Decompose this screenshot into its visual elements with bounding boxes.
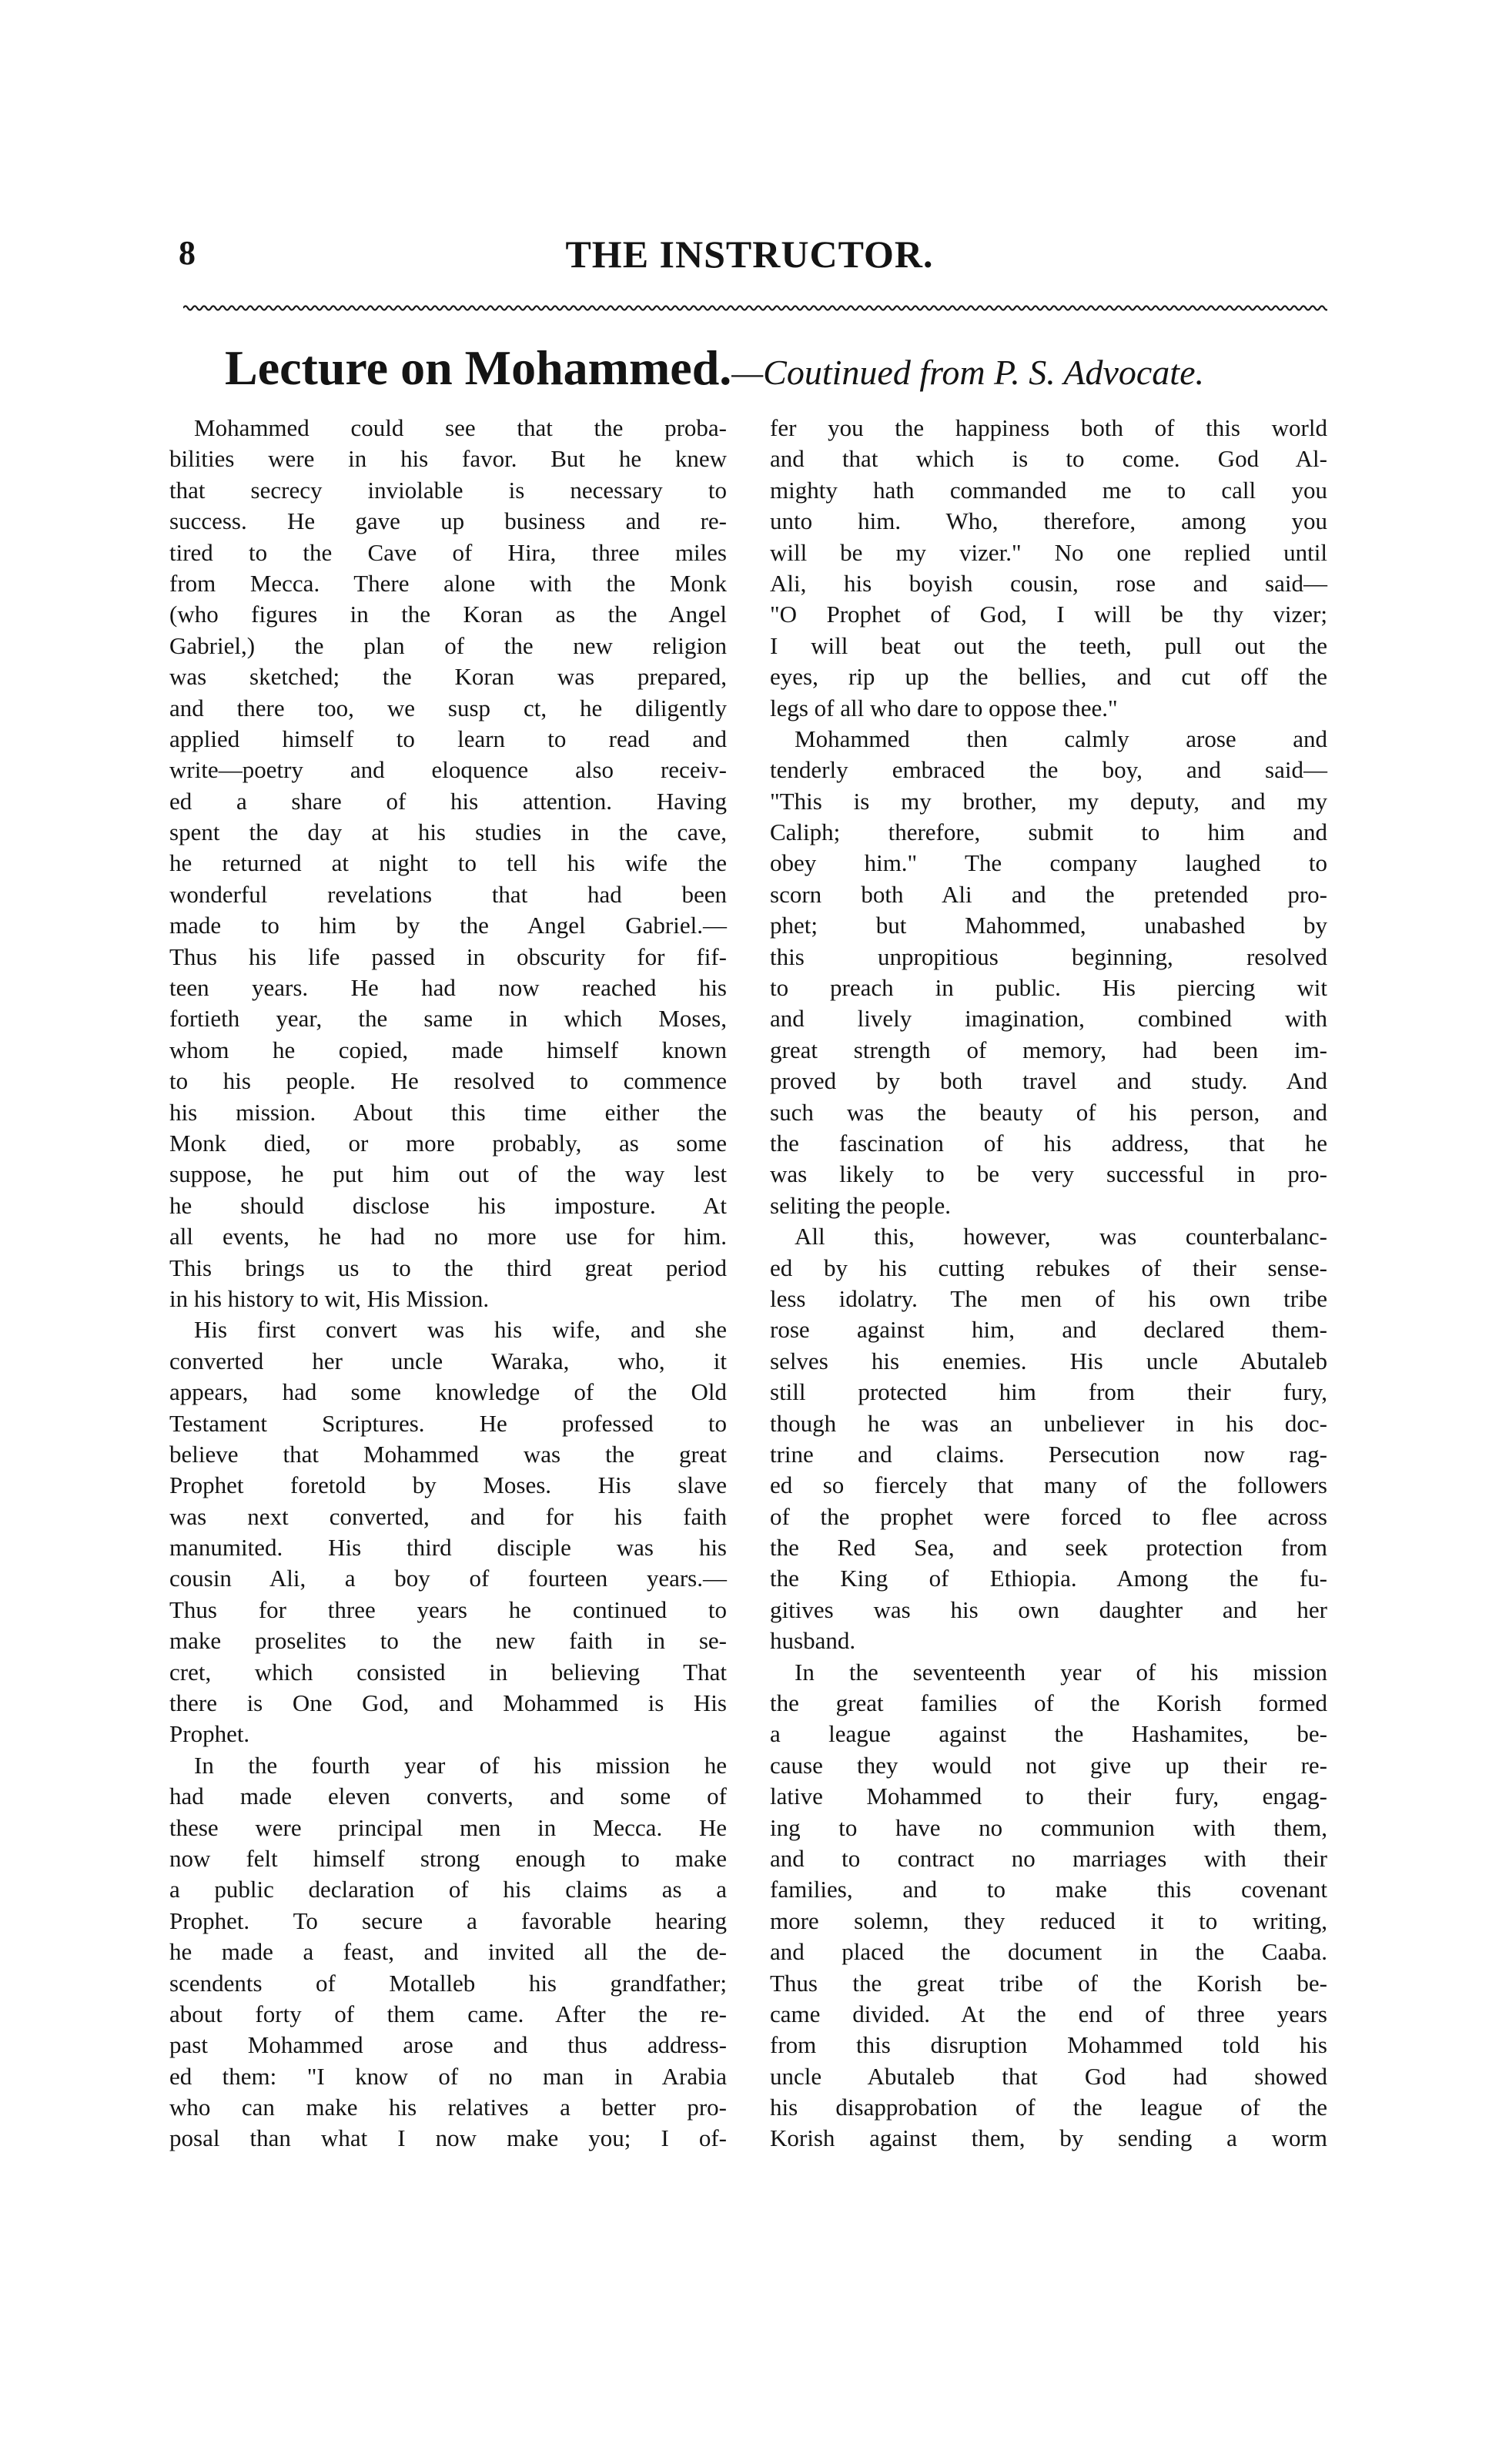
text-line: Thus for three years he continued to	[169, 1595, 727, 1623]
text-line: "O Prophet of God, I will be thy vizer;	[770, 601, 1327, 628]
text-line: fortieth year, the same in which Moses,	[169, 1005, 727, 1033]
text-line: still protected him from their fury,	[770, 1378, 1327, 1406]
text-line: of the prophet were forced to flee across	[770, 1502, 1327, 1530]
text-line: his disapprobation of the league of the	[770, 2094, 1327, 2121]
text-line: in his history to wit, His Mission.	[169, 1284, 490, 1312]
text-line: these were principal men in Mecca. He	[169, 1813, 727, 1841]
text-line: to his people. He resolved to commence	[169, 1067, 727, 1095]
text-line: ed a share of his attention. Having	[169, 787, 727, 815]
text-line: All this, however, was counterbalanc-	[795, 1223, 1327, 1250]
text-line: Korish against them, by sending a worm	[770, 2124, 1327, 2152]
text-line: now felt himself strong enough to make	[169, 1844, 727, 1872]
text-line: cousin Ali, a boy of fourteen years.—	[169, 1565, 727, 1592]
text-line: had made eleven converts, and some of	[169, 1783, 727, 1810]
text-line: trine and claims. Persecution now rag-	[770, 1440, 1327, 1468]
running-head: THE INSTRUCTOR.	[565, 233, 934, 276]
text-line: manumited. His third disciple was his	[169, 1534, 727, 1562]
text-line: ed by his cutting rebukes of their sense-	[770, 1254, 1327, 1281]
text-line: the King of Ethiopia. Among the fu-	[770, 1565, 1327, 1592]
text-column-left	[169, 413, 727, 2154]
text-line: mighty hath commanded me to call you	[770, 476, 1327, 504]
text-line: though he was an unbeliever in his doc-	[770, 1409, 1327, 1437]
text-line: there is One God, and Mohammed is His	[169, 1689, 727, 1717]
text-line: Thus the great tribe of the Korish be-	[770, 1969, 1327, 1997]
text-line: converted her uncle Waraka, who, it	[169, 1347, 727, 1374]
text-line: posal than what I now make you; I of-	[169, 2124, 727, 2152]
text-line: Prophet foretold by Moses. His slave	[169, 1471, 727, 1499]
text-line: applied himself to learn to read and	[169, 725, 727, 752]
text-line: Gabriel,) the plan of the new religion	[169, 631, 727, 659]
text-line: "This is my brother, my deputy, and my	[770, 787, 1327, 815]
text-line: that secrecy inviolable is necessary to	[169, 476, 727, 504]
text-line: less idolatry. The men of his own tribe	[770, 1284, 1327, 1312]
text-line: this unpropitious beginning, resolved	[770, 942, 1327, 970]
text-line: uncle Abutaleb that God had showed	[770, 2062, 1327, 2090]
text-line: he returned at night to tell his wife the	[169, 849, 727, 877]
text-line: his mission. About this time either the	[169, 1098, 727, 1126]
text-column-right	[770, 413, 1327, 2154]
text-line: will be my vizer." No one replied until	[770, 538, 1327, 566]
text-line: and that which is to come. God Al-	[770, 445, 1327, 473]
text-line: he made a feast, and invited all the de-	[169, 1938, 727, 1966]
article-title-source: —Coutinued from P. S. Advocate.	[731, 353, 1205, 392]
text-line: phet; but Mahommed, unabashed by	[770, 912, 1327, 939]
text-line: made to him by the Angel Gabriel.—	[169, 912, 727, 939]
text-line: past Mohammed arose and thus address-	[169, 2031, 727, 2059]
text-line: tired to the Cave of Hira, three miles	[169, 538, 727, 566]
text-line: gitives was his own daughter and her	[770, 1595, 1327, 1623]
text-line: rose against him, and declared them-	[770, 1316, 1327, 1344]
text-line: husband.	[770, 1627, 856, 1655]
text-line: who can make his relatives a better pro-	[169, 2094, 727, 2121]
text-line: spent the day at his studies in the cave,	[169, 819, 727, 846]
text-line: teen years. He had now reached his	[169, 974, 727, 1002]
text-line: ed them: "I know of no man in Arabia	[169, 2062, 727, 2090]
text-line: from Mecca. There alone with the Monk	[169, 569, 727, 597]
text-line: This brings us to the third great period	[169, 1254, 727, 1281]
text-line: and lively imagination, combined with	[770, 1005, 1327, 1033]
text-line: His first convert was his wife, and she	[194, 1316, 727, 1344]
text-line: proved by both travel and study. And	[770, 1067, 1327, 1095]
article-title	[225, 339, 1333, 410]
text-line: tenderly embraced the boy, and said—	[770, 756, 1327, 784]
text-line: more solemn, they reduced it to writing,	[770, 1907, 1327, 1934]
text-line: wonderful revelations that had been	[169, 880, 727, 908]
text-line: Ali, his boyish cousin, rose and said—	[770, 569, 1327, 597]
text-line: Testament Scriptures. He professed to	[169, 1409, 727, 1437]
text-line: success. He gave up business and re-	[169, 507, 727, 535]
text-line: was likely to be very successful in pro-	[770, 1160, 1327, 1188]
text-line: to preach in public. His piercing wit	[770, 974, 1327, 1002]
text-line: all events, he had no more use for him.	[169, 1223, 727, 1250]
text-line: came divided. At the end of three years	[770, 2000, 1327, 2027]
text-line: families, and to make this covenant	[770, 1876, 1327, 1903]
text-line: the fascination of his address, that he	[770, 1129, 1327, 1157]
text-line: the great families of the Korish formed	[770, 1689, 1327, 1717]
text-line: great strength of memory, had been im-	[770, 1036, 1327, 1063]
text-line: (who figures in the Koran as the Angel	[169, 601, 727, 628]
text-line: believe that Mohammed was the great	[169, 1440, 727, 1468]
page-number: 8	[179, 234, 196, 272]
text-line: was sketched; the Koran was prepared,	[169, 663, 727, 691]
text-line: Mohammed then calmly arose and	[795, 725, 1327, 752]
text-line: a league against the Hashamites, be-	[770, 1720, 1327, 1748]
text-line: ed so fiercely that many of the followers	[770, 1471, 1327, 1499]
text-line: In the seventeenth year of his mission	[795, 1658, 1327, 1686]
text-line: Mohammed could see that the proba-	[194, 414, 727, 441]
text-line: was next converted, and for his faith	[169, 1502, 727, 1530]
header-wavy-rule	[183, 302, 1327, 314]
text-line: Prophet.	[169, 1720, 250, 1748]
text-line: and placed the document in the Caaba.	[770, 1938, 1327, 1966]
text-line: he should disclose his imposture. At	[169, 1191, 727, 1219]
text-line: seliting the people.	[770, 1191, 952, 1219]
text-line: make proselites to the new faith in se-	[169, 1627, 727, 1655]
text-line: fer you the happiness both of this world	[770, 414, 1327, 441]
text-line: such was the beauty of his person, and	[770, 1098, 1327, 1126]
text-line: unto him. Who, therefore, among you	[770, 507, 1327, 535]
text-line: In the fourth year of his mission he	[194, 1751, 727, 1779]
text-line: from this disruption Mohammed told his	[770, 2031, 1327, 2059]
text-line: selves his enemies. His uncle Abutaleb	[770, 1347, 1327, 1374]
text-line: scorn both Ali and the pretended pro-	[770, 880, 1327, 908]
text-line: obey him." The company laughed to	[770, 849, 1327, 877]
text-line: cret, which consisted in believing That	[169, 1658, 727, 1686]
article-title-main: Lecture on Mohammed.	[225, 340, 732, 395]
text-line: Caliph; therefore, submit to him and	[770, 819, 1327, 846]
text-line: suppose, he put him out of the way lest	[169, 1160, 727, 1188]
text-line: lative Mohammed to their fury, engag-	[770, 1783, 1327, 1810]
text-line: cause they would not give up their re-	[770, 1751, 1327, 1779]
text-line: a public declaration of his claims as a	[169, 1876, 727, 1903]
text-line: eyes, rip up the bellies, and cut off the	[770, 663, 1327, 691]
text-line: about forty of them came. After the re-	[169, 2000, 727, 2027]
text-line: write—poetry and eloquence also receiv-	[169, 756, 727, 784]
text-line: Thus his life passed in obscurity for fif-	[169, 942, 727, 970]
text-line: appears, had some knowledge of the Old	[169, 1378, 727, 1406]
text-line: I will beat out the teeth, pull out the	[770, 631, 1327, 659]
text-line: the Red Sea, and seek protection from	[770, 1534, 1327, 1562]
text-line: scendents of Motalleb his grandfather;	[169, 1969, 727, 1997]
text-line: bilities were in his favor. But he knew	[169, 445, 727, 473]
text-line: and there too, we susp ct, he diligently	[169, 694, 727, 721]
text-line: Monk died, or more probably, as some	[169, 1129, 727, 1157]
text-line: whom he copied, made himself known	[169, 1036, 727, 1063]
text-line: Prophet. To secure a favorable hearing	[169, 1907, 727, 1934]
text-line: ing to have no communion with them,	[770, 1813, 1327, 1841]
text-line: and to contract no marriages with their	[770, 1844, 1327, 1872]
text-line: legs of all who dare to oppose thee."	[770, 694, 1118, 721]
